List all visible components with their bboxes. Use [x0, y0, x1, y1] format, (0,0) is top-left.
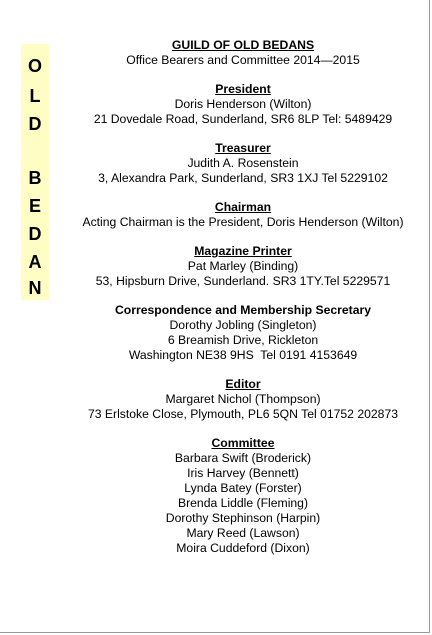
banner-letter: E [28, 196, 41, 216]
banner-letter: D [28, 114, 42, 134]
committee-heading: Committee [211, 436, 275, 450]
committee-member: Moira Cuddeford (Dixon) [176, 541, 310, 555]
president-name: Doris Henderson (Wilton) [174, 97, 312, 111]
committee-member: Barbara Swift (Broderick) [174, 451, 312, 465]
vertical-banner [21, 44, 49, 300]
president-heading: President [215, 82, 271, 96]
banner-letter: A [28, 252, 42, 272]
magazine-printer-section [56, 244, 430, 289]
committee-member: Brenda Liddle (Fleming) [177, 496, 309, 510]
treasurer-heading: Treasurer [215, 141, 271, 155]
chairman-text: Acting Chairman is the President, Doris Henderson (Wilton) [82, 215, 404, 229]
treasurer-section [56, 141, 430, 186]
banner-letter: D [28, 224, 42, 244]
document-subtitle: Office Bearers and Committee 2014—2015 [126, 53, 360, 67]
chairman-heading: Chairman [214, 200, 272, 214]
editor-address: 73 Erlstoke Close, Plymouth, PL6 5QN Tel 01752 202873 [87, 407, 399, 421]
editor-name: Margaret Nichol (Thompson) [165, 392, 321, 406]
office-bearers-list [56, 38, 430, 556]
editor-section [56, 377, 430, 422]
secretary-name: Dorothy Jobling (Singleton) [169, 318, 317, 332]
banner-letter: O [27, 56, 42, 76]
magazine-printer-name: Pat Marley (Binding) [187, 259, 299, 273]
treasurer-address: 3, Alexandra Park, Sunderland, SR3 1XJ Tel 5229102 [98, 171, 388, 185]
document-title: GUILD OF OLD BEDANS [171, 38, 315, 52]
secretary-address-line-2: Washington NE38 9HS Tel 0191 4153649 [128, 348, 358, 362]
committee-member: Lynda Batey (Forster) [184, 481, 302, 495]
committee-member: Iris Harvey (Bennett) [187, 466, 299, 480]
banner-letter: L [29, 86, 41, 106]
committee-member: Mary Reed (Lawson) [186, 526, 300, 540]
secretary-address-line-1: 6 Breamish Drive, Rickleton [167, 333, 319, 347]
chairman-section [56, 200, 430, 230]
banner-letter: B [28, 168, 42, 188]
president-address: 21 Dovedale Road, Sunderland, SR6 8LP Tel: 5489429 [93, 112, 393, 126]
editor-heading: Editor [225, 377, 261, 391]
president-section [56, 82, 430, 127]
secretary-section [56, 303, 430, 363]
magazine-printer-address: 53, Hipsburn Drive, Sunderland. SR3 1TY.Tel 5229571 [95, 274, 391, 288]
banner-letter: N [28, 278, 42, 298]
magazine-printer-heading: Magazine Printer [194, 244, 292, 258]
committee-member: Dorothy Stephinson (Harpin) [165, 511, 321, 525]
treasurer-name: Judith A. Rosenstein [187, 156, 299, 170]
secretary-heading: Correspondence and Membership Secretary [114, 303, 372, 317]
committee-section [56, 436, 430, 556]
